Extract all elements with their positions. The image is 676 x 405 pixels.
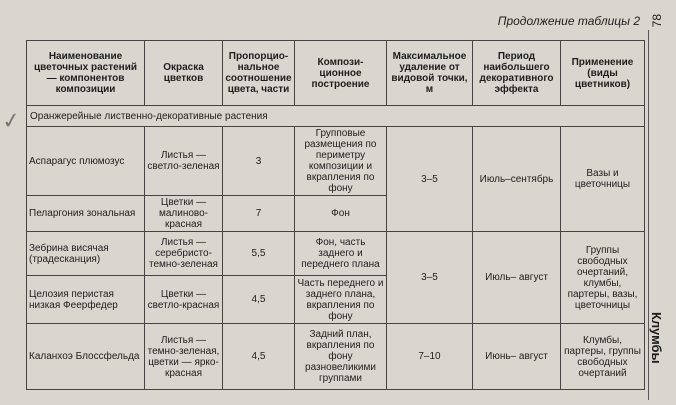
usage: Группы свободных очертаний, клумбы, партеры, вазы, цветочницы	[561, 232, 645, 324]
max-distance: 7–10	[387, 324, 473, 390]
section-row	[27, 106, 645, 127]
header-cell: Максимальное удаление от видовой точки, м	[387, 41, 473, 106]
usage: Вазы и цветочницы	[561, 127, 645, 232]
section-title: Оранжерейные лиственно-декоративные растения	[27, 106, 645, 127]
proportion: 4,5	[223, 276, 295, 324]
plants-table	[26, 40, 645, 390]
proportion: 4,5	[223, 324, 295, 390]
flower-color: Листья — светло-зеленая	[145, 127, 223, 196]
header-cell: Пропорцио-нальное соотношение цвета, части	[223, 41, 295, 106]
flower-color: Листья — темно-зеленая, цветки — ярко-красная	[145, 324, 223, 390]
table-continuation-caption: Продолжение таблицы 2	[497, 14, 640, 28]
plant-name: Каланхоэ Блоссфельда	[27, 324, 145, 390]
header-row	[27, 41, 645, 106]
header-cell: Наименование цветочных растений — компонентов композиции	[27, 41, 145, 106]
table-row	[27, 324, 645, 390]
table-row	[27, 232, 645, 276]
decorative-period: Июнь– август	[473, 324, 561, 390]
flower-color: Цветки — светло-красная	[145, 276, 223, 324]
plant-name: Аспарагус плюмозус	[27, 127, 145, 196]
pencil-check-icon: ✓	[0, 106, 23, 135]
flower-color: Листья — серебристо-темно-зеленая	[145, 232, 223, 276]
plant-name: Целозия перистая низкая Феерфедер	[27, 276, 145, 324]
header-cell: Применение (виды цветников)	[561, 41, 645, 106]
flower-color: Цветки — малиново-красная	[145, 196, 223, 232]
decorative-period: Июль– август	[473, 232, 561, 324]
composition: Часть переднего и заднего плана, вкрапления по фону	[295, 276, 387, 324]
max-distance: 3–5	[387, 232, 473, 324]
composition: Групповые размещения по периметру композиции и вкрапления по фону	[295, 127, 387, 196]
page-number: 78	[650, 14, 664, 28]
max-distance: 3–5	[387, 127, 473, 232]
header-cell: Период наибольшего декоративного эффекта	[473, 41, 561, 106]
usage: Клумбы, партеры, группы свободных очертаний	[561, 324, 645, 390]
plant-name: Пеларгония зональная	[27, 196, 145, 232]
header-cell: Окраска цветков	[145, 41, 223, 106]
decorative-period: Июль–сентябрь	[473, 127, 561, 232]
composition: Фон, часть заднего и переднего плана	[295, 232, 387, 276]
header-cell: Компози-ционное построение	[295, 41, 387, 106]
table-row	[27, 127, 645, 196]
section-label: Клумбы	[649, 312, 664, 364]
plant-name: Зебрина висячая (традесканция)	[27, 232, 145, 276]
proportion: 3	[223, 127, 295, 196]
composition: Задний план, вкрапления по фону разновеликими группами	[295, 324, 387, 390]
proportion: 5,5	[223, 232, 295, 276]
composition: Фон	[295, 196, 387, 232]
proportion: 7	[223, 196, 295, 232]
